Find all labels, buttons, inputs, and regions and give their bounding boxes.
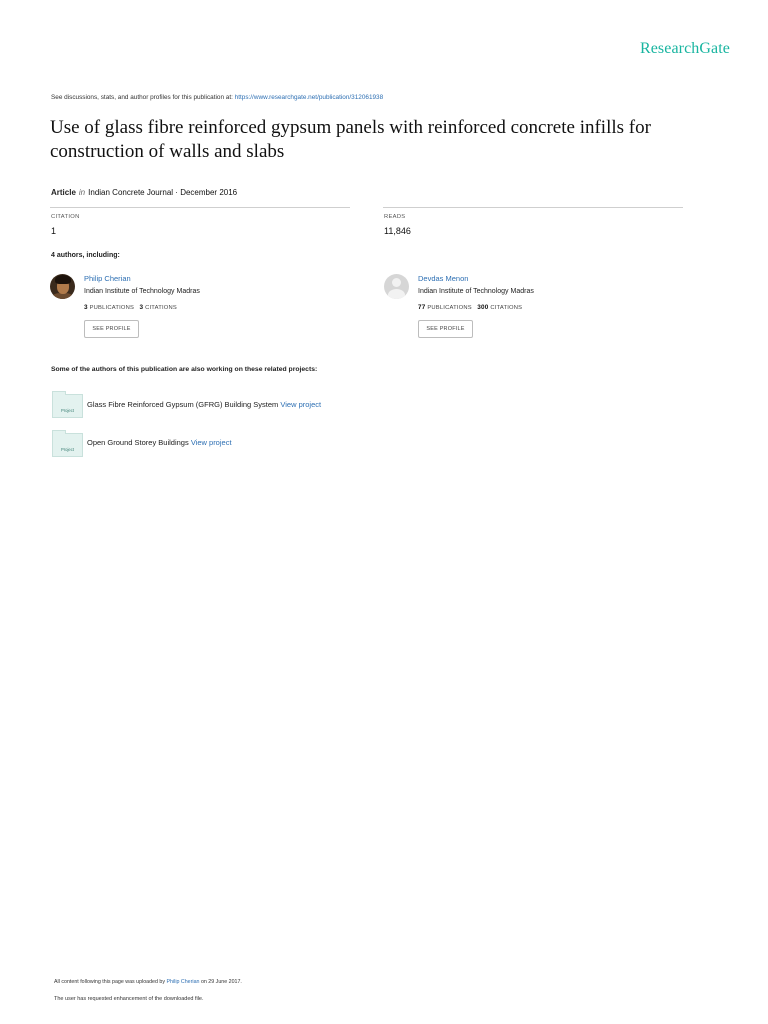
discussion-notice xyxy=(51,94,383,101)
article-type: Article xyxy=(51,188,76,197)
project-icon-label: Project xyxy=(60,408,75,413)
project-title-1: Glass Fibre Reinforced Gypsum (GFRG) Building System xyxy=(87,400,281,409)
reads-count: 11,846 xyxy=(384,226,411,236)
citations-count: 300 xyxy=(477,304,489,311)
divider-right xyxy=(383,207,683,208)
author-stats-1 xyxy=(84,304,177,311)
publications-label: PUBLICATIONS xyxy=(89,305,135,311)
author-institution-1[interactable]: Indian Institute of Technology Madras xyxy=(84,288,200,295)
view-project-link-1[interactable]: View project xyxy=(280,400,322,409)
journal-date: Indian Concrete Journal · December 2016 xyxy=(88,188,238,197)
see-profile-button-2[interactable]: SEE PROFILE xyxy=(418,320,473,338)
citations-label: CITATIONS xyxy=(145,305,177,311)
view-project-link-2[interactable]: View project xyxy=(190,438,232,447)
meta-in: in xyxy=(78,188,86,197)
citations-label: CITATIONS xyxy=(490,305,523,311)
upload-suffix: on 29 June 2017. xyxy=(199,979,242,985)
author-name-2[interactable]: Devdas Menon xyxy=(418,274,469,283)
project-item-1 xyxy=(87,400,321,409)
enhancement-notice: The user has requested enhancement of the downloaded file. xyxy=(54,996,204,1002)
discussion-prefix: See discussions, stats, and author profiles for this publication at: xyxy=(51,94,235,101)
project-item-2 xyxy=(87,438,232,447)
reads-label: READS xyxy=(384,214,406,220)
publications-count: 77 xyxy=(418,304,426,311)
publication-meta xyxy=(51,188,237,197)
avatar-philip-cherian[interactable] xyxy=(50,274,75,299)
author-stats-2 xyxy=(418,304,522,311)
publications-count: 3 xyxy=(84,304,88,311)
project-icon-label: Project xyxy=(60,447,75,452)
author-name-1[interactable]: Philip Cherian xyxy=(84,274,131,283)
project-folder-icon[interactable] xyxy=(52,433,83,457)
authors-heading: 4 authors, including: xyxy=(51,252,120,259)
project-folder-icon[interactable] xyxy=(52,394,83,418)
uploader-link[interactable]: Philip Cherian xyxy=(166,979,200,985)
avatar-placeholder-icon[interactable] xyxy=(384,274,409,299)
upload-notice xyxy=(54,979,242,985)
author-institution-2[interactable]: Indian Institute of Technology Madras xyxy=(418,288,534,295)
citations-count: 3 xyxy=(139,304,144,311)
publications-label: PUBLICATIONS xyxy=(427,305,472,311)
researchgate-logo[interactable]: ResearchGate xyxy=(639,40,730,57)
see-profile-button-1[interactable]: SEE PROFILE xyxy=(84,320,139,338)
project-title-2: Open Ground Storey Buildings xyxy=(87,438,191,447)
citation-label: CITATION xyxy=(51,214,80,220)
projects-heading: Some of the authors of this publication are also working on these related projects: xyxy=(51,366,318,373)
citation-count: 1 xyxy=(51,226,57,236)
divider-left xyxy=(50,207,350,208)
publication-link[interactable]: https://www.researchgate.net/publication/312061938 xyxy=(234,94,384,101)
publication-title: Use of glass fibre reinforced gypsum panels with reinforced concrete infills for construction of walls and slabs xyxy=(50,117,651,162)
upload-prefix: All content following this page was uploaded by xyxy=(54,979,167,985)
